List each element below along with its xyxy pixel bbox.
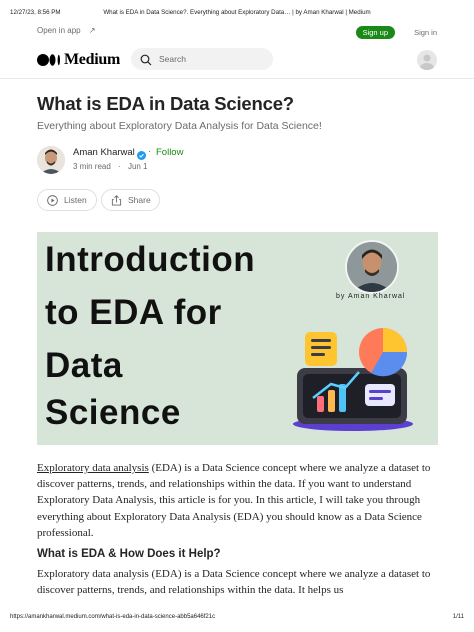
listen-button[interactable]: [37, 189, 97, 211]
open-in-app-label: Open in app: [37, 26, 81, 35]
eda-link[interactable]: Exploratory data analysis: [37, 462, 149, 474]
listen-label: Listen: [64, 195, 87, 205]
user-avatar-icon[interactable]: [417, 50, 437, 70]
article-title: What is EDA in Data Science?: [37, 93, 294, 114]
play-icon: [47, 195, 58, 206]
print-header: [10, 9, 464, 19]
hero-image: [37, 232, 438, 445]
follow-button[interactable]: Follow: [156, 147, 184, 158]
navbar: [37, 46, 437, 74]
search-placeholder: Search: [159, 54, 186, 64]
print-footer: [10, 614, 464, 624]
analytics-illustration: [291, 328, 421, 434]
share-button[interactable]: [101, 189, 160, 211]
section-heading: What is EDA & How Does it Help?: [37, 548, 221, 560]
article-meta: [73, 162, 153, 171]
open-in-app-link[interactable]: [37, 26, 96, 35]
navbar-divider: [0, 78, 474, 79]
share-label: Share: [128, 195, 151, 205]
hero-author-photo: [345, 240, 399, 294]
read-time: 3 min read: [73, 162, 111, 171]
author-avatar[interactable]: [37, 146, 65, 174]
article-subtitle: Everything about Exploratory Data Analysis for Data Science!: [37, 120, 322, 132]
search-box[interactable]: [131, 48, 273, 70]
page-number: 1/11: [452, 614, 464, 620]
print-title: What is EDA in Data Science?. Everything about Exploratory Data… | by Aman Kharwal | Medium: [103, 9, 371, 16]
print-url: https://amankharwal.medium.com/what-is-eda-in-data-science-abb5a646f21c: [10, 614, 216, 620]
sign-up-button[interactable]: Sign up: [356, 26, 395, 39]
hero-line-4: Science: [45, 393, 181, 432]
publish-date: Jun 1: [127, 162, 148, 171]
author-separator: ·: [148, 146, 152, 157]
sign-in-link[interactable]: Sign in: [414, 28, 437, 37]
hero-line-1: Introduction: [45, 240, 256, 279]
hero-byline: by Aman Kharwal: [336, 293, 406, 300]
hero-line-2: to EDA for: [45, 293, 222, 332]
meta-separator: ·: [118, 162, 121, 171]
medium-logo[interactable]: [37, 50, 120, 70]
hero-line-3: Data: [45, 346, 123, 385]
arrow-up-right-icon: ↗: [88, 26, 96, 35]
logo-text: Medium: [64, 51, 120, 68]
paragraph-2: Exploratory data analysis (EDA) is a Data Science concept where we analyze a dataset to discover patterns, trends, and relationships within the data. It helps us: [37, 568, 431, 597]
share-icon: [111, 195, 122, 206]
print-date: 12/27/23, 8:56 PM: [10, 9, 61, 16]
medium-logo-icon: [37, 54, 61, 66]
author-name[interactable]: Aman Kharwal: [73, 147, 135, 158]
paragraph-1-text: (EDA) is a Data Science concept where we analyze a dataset to discover patterns, trends, and relationships within the data. If you want to understand Exploratory Data Analysis, this article is for you. In this article, I will take you through everything about Exploratory Data Analysis (EDA) you should know as a Data Science professional.: [37, 462, 431, 539]
top-bar: [37, 24, 437, 42]
search-icon: [140, 53, 152, 71]
paragraph-1: [37, 460, 437, 541]
